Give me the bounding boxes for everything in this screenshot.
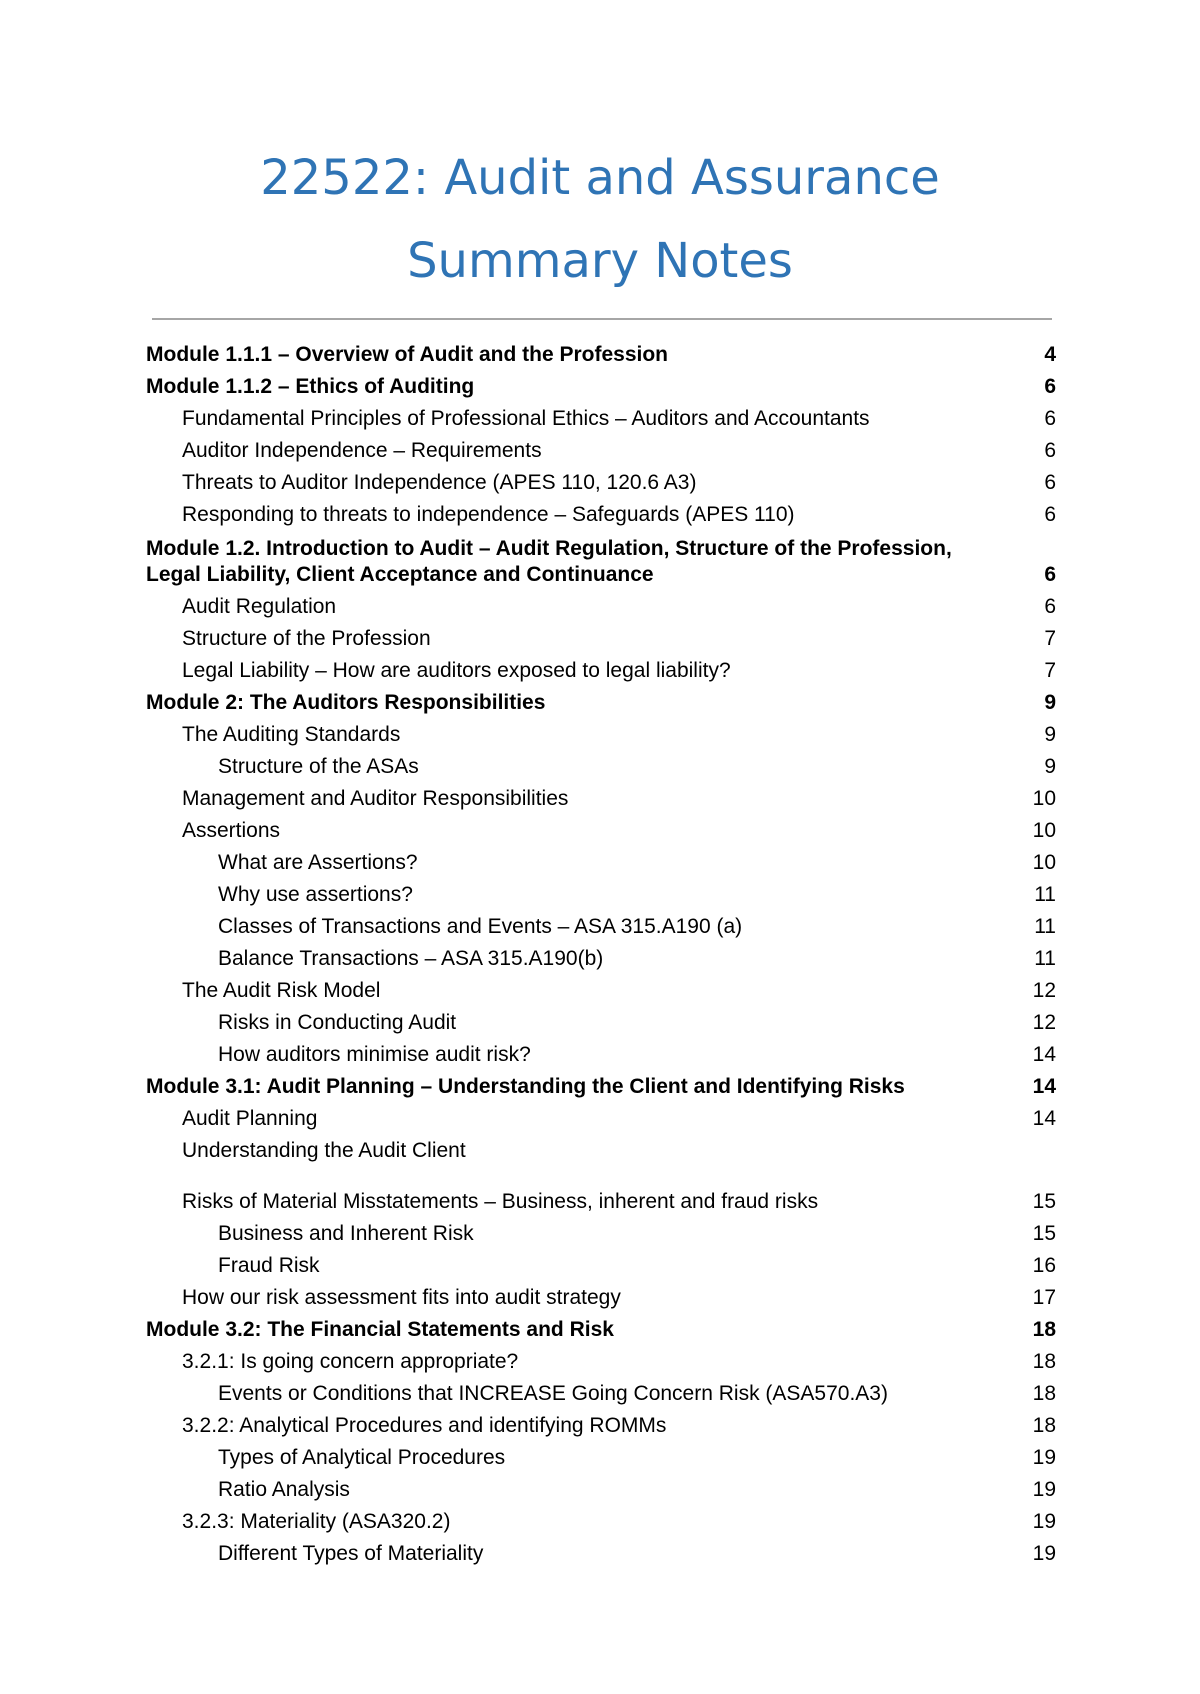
toc-entry[interactable]	[146, 466, 1056, 498]
toc-entry[interactable]	[146, 370, 1056, 402]
toc-entry-label: Balance Transactions – ASA 315.A190(b)	[218, 947, 604, 970]
toc-entry[interactable]	[146, 846, 1056, 878]
toc-entry-label: Risks of Material Misstatements – Business, inherent and fraud risks	[182, 1190, 819, 1213]
toc-entry-label: Fundamental Principles of Professional Ethics – Auditors and Accountants	[182, 407, 870, 430]
toc-entry-page: 16	[1032, 1254, 1056, 1277]
toc-entry-label: Audit Planning	[182, 1107, 318, 1130]
toc-entry[interactable]	[146, 1409, 1056, 1441]
toc-entry[interactable]	[146, 1281, 1056, 1313]
table-of-contents	[146, 338, 1056, 1569]
toc-entry-label: Legal Liability – How are auditors exposed to legal liability?	[182, 659, 731, 682]
toc-entry-label: Types of Analytical Procedures	[218, 1446, 506, 1469]
toc-entry-page: 18	[1032, 1414, 1056, 1437]
toc-entry[interactable]	[146, 338, 1056, 370]
toc-entry[interactable]	[146, 1377, 1056, 1409]
toc-entry-label: How our risk assessment fits into audit strategy	[182, 1286, 621, 1309]
toc-entry-page: 12	[1032, 979, 1056, 1002]
toc-entry-label: Audit Regulation	[182, 595, 337, 618]
toc-entry-page: 10	[1032, 851, 1056, 874]
toc-entry[interactable]	[146, 1313, 1056, 1345]
toc-entry[interactable]	[146, 974, 1056, 1006]
toc-entry-label: Why use assertions?	[218, 883, 413, 906]
toc-entry[interactable]	[146, 498, 1056, 530]
toc-entry-label: Module 1.1.2 – Ethics of Auditing	[146, 375, 475, 398]
toc-entry-label: Risks in Conducting Audit	[218, 1011, 457, 1034]
toc-entry-label: 3.2.3: Materiality (ASA320.2)	[182, 1510, 451, 1533]
toc-entry[interactable]	[146, 1006, 1056, 1038]
toc-entry-page: 14	[1032, 1075, 1056, 1098]
toc-entry-page: 12	[1032, 1011, 1056, 1034]
toc-entry-label: Understanding the Audit Client	[182, 1139, 466, 1162]
toc-entry-label: Module 3.2: The Financial Statements and Risk	[146, 1318, 614, 1341]
toc-entry-page: 11	[1034, 915, 1056, 938]
toc-entry-label: Structure of the ASAs	[218, 755, 419, 778]
title-divider	[152, 318, 1052, 320]
toc-entry[interactable]	[146, 590, 1056, 622]
toc-entry[interactable]	[146, 910, 1056, 942]
toc-entry-page: 17	[1032, 1286, 1056, 1309]
toc-entry[interactable]	[146, 654, 1056, 686]
toc-entry[interactable]	[146, 750, 1056, 782]
toc-entry-label: Events or Conditions that INCREASE Going Concern Risk (ASA570.A3)	[218, 1382, 888, 1405]
toc-entry-page: 6	[1044, 407, 1056, 430]
toc-entry-label: Module 3.1: Audit Planning – Understanding the Client and Identifying Risks	[146, 1075, 905, 1098]
toc-entry-label: Threats to Auditor Independence (APES 110, 120.6 A3)	[182, 471, 697, 494]
toc-entry-page: 19	[1032, 1542, 1056, 1565]
toc-entry-label: 3.2.1: Is going concern appropriate?	[182, 1350, 519, 1373]
toc-entry-label: The Auditing Standards	[182, 723, 401, 746]
toc-entry-page: 18	[1032, 1318, 1056, 1341]
toc-entry-page: 10	[1032, 819, 1056, 842]
toc-entry-label: What are Assertions?	[218, 851, 418, 874]
toc-entry[interactable]	[146, 1217, 1056, 1249]
toc-entry[interactable]	[146, 1166, 1056, 1217]
toc-entry[interactable]	[146, 1505, 1056, 1537]
toc-entry[interactable]	[146, 1038, 1056, 1070]
toc-entry-label: Fraud Risk	[218, 1254, 320, 1277]
toc-entry-page: 6	[1044, 375, 1056, 398]
toc-entry[interactable]	[146, 1249, 1056, 1281]
toc-entry[interactable]	[146, 878, 1056, 910]
toc-entry[interactable]	[146, 1070, 1056, 1102]
toc-entry[interactable]	[146, 686, 1056, 718]
toc-entry-page: 9	[1044, 723, 1056, 746]
toc-entry-page: 4	[1044, 343, 1056, 366]
document-subtitle: Summary Notes	[407, 233, 793, 289]
toc-entry-page: 7	[1044, 659, 1056, 682]
toc-entry-page: 9	[1044, 755, 1056, 778]
toc-entry[interactable]	[146, 1134, 1056, 1166]
toc-entry[interactable]	[146, 434, 1056, 466]
toc-entry-label: Assertions	[182, 819, 281, 842]
toc-entry[interactable]	[146, 1441, 1056, 1473]
toc-entry-label: Auditor Independence – Requirements	[182, 439, 542, 462]
toc-entry-label: 3.2.2: Analytical Procedures and identifying ROMMs	[182, 1414, 667, 1437]
toc-entry-label: Management and Auditor Responsibilities	[182, 787, 569, 810]
toc-entry-page: 19	[1032, 1510, 1056, 1533]
toc-entry-page: 19	[1032, 1446, 1056, 1469]
toc-entry[interactable]	[146, 1537, 1056, 1569]
toc-entry-page: 14	[1032, 1043, 1056, 1066]
toc-entry[interactable]	[146, 814, 1056, 846]
toc-entry-page: 10	[1032, 787, 1056, 810]
toc-entry-page: 11	[1034, 947, 1056, 970]
toc-entry[interactable]	[146, 718, 1056, 750]
toc-entry-page: 11	[1034, 883, 1056, 906]
toc-entry-page: 6	[1044, 471, 1056, 494]
toc-entry[interactable]	[146, 622, 1056, 654]
toc-entry-page: 6	[1044, 563, 1056, 586]
toc-entry-label: Structure of the Profession	[182, 627, 431, 650]
toc-entry-page: 6	[1044, 503, 1056, 526]
toc-entry-page: 15	[1032, 1222, 1056, 1245]
document-title: 22522: Audit and Assurance	[260, 150, 940, 206]
toc-entry[interactable]	[146, 942, 1056, 974]
toc-entry-label: Module 1.1.1 – Overview of Audit and the Profession	[146, 343, 668, 366]
toc-entry-page: 19	[1032, 1478, 1056, 1501]
toc-entry[interactable]	[146, 402, 1056, 434]
toc-entry-label: Business and Inherent Risk	[218, 1222, 474, 1245]
toc-entry-label: Ratio Analysis	[218, 1478, 350, 1501]
toc-entry-label: How auditors minimise audit risk?	[218, 1043, 531, 1066]
toc-entry-page: 6	[1044, 595, 1056, 618]
toc-entry[interactable]	[146, 1102, 1056, 1134]
toc-entry-page: 18	[1032, 1350, 1056, 1373]
toc-entry-page: 6	[1044, 439, 1056, 462]
toc-entry[interactable]	[146, 782, 1056, 814]
toc-entry-page: 7	[1044, 627, 1056, 650]
toc-entry-page: 18	[1032, 1382, 1056, 1405]
toc-entry-page: 9	[1044, 691, 1056, 714]
toc-entry-page: 15	[1032, 1190, 1056, 1213]
toc-entry-label: The Audit Risk Model	[182, 979, 381, 1002]
toc-entry[interactable]	[146, 1345, 1056, 1377]
toc-entry[interactable]	[146, 530, 1056, 590]
toc-entry-label: Different Types of Materiality	[218, 1542, 484, 1565]
toc-entry[interactable]	[146, 1473, 1056, 1505]
toc-entry-page: 14	[1032, 1107, 1056, 1130]
toc-entry-label: Classes of Transactions and Events – ASA 315.A190 (a)	[218, 915, 743, 938]
toc-entry-label: Module 1.2. Introduction to Audit – Audit Regulation, Structure of the Profession, Legal Liability, Client Acceptance and Continuance	[146, 537, 952, 586]
toc-entry-label: Module 2: The Auditors Responsibilities	[146, 691, 546, 714]
toc-entry-label: Responding to threats to independence – Safeguards (APES 110)	[182, 503, 795, 526]
